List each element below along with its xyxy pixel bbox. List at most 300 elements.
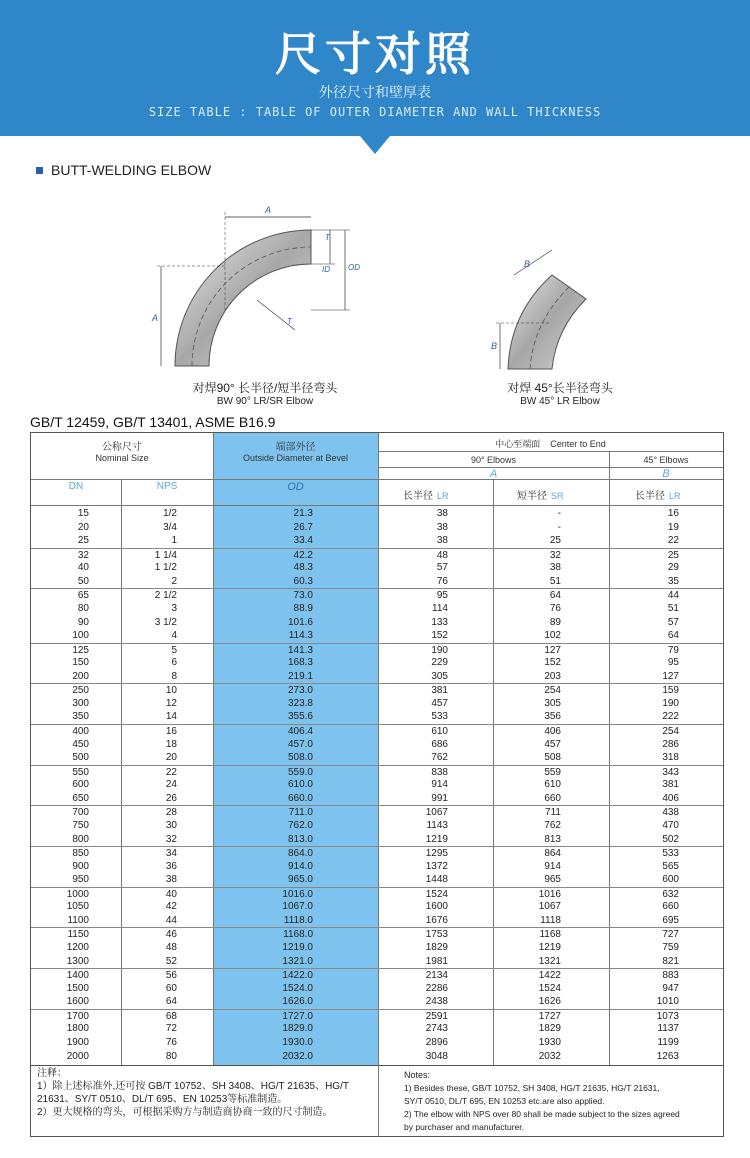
cell-lr: 610 <box>431 726 448 737</box>
cell-lr: 1067 <box>425 807 448 819</box>
cell-nps: 18 <box>165 738 177 750</box>
cell-dn: 850 <box>72 848 89 860</box>
cell-sr: 1829 <box>538 1023 561 1035</box>
cell-sr: - <box>557 521 561 533</box>
cell-od: 1524.0 <box>282 982 313 994</box>
cell-dn: 1800 <box>66 1023 89 1035</box>
cell-od: 101.6 <box>287 616 313 628</box>
cell-sr: 203 <box>544 670 561 682</box>
cell-od: 1168.0 <box>283 929 313 941</box>
cell-b45: 29 <box>667 562 679 574</box>
cell-dn: 950 <box>72 874 89 886</box>
cell-nps: 52 <box>165 955 177 967</box>
hdr-90-elbows: 90° Elbows <box>470 455 517 465</box>
cell-od: 1930.0 <box>282 1036 313 1048</box>
cell-lr: 76 <box>436 575 448 587</box>
cell-sr: 32 <box>549 549 561 561</box>
cell-b45: 727 <box>662 929 679 941</box>
cell-dn: 1000 <box>66 888 89 900</box>
table-row <box>31 575 723 589</box>
table-row <box>31 792 723 806</box>
cell-b45: 406 <box>662 792 679 804</box>
cell-dn: 65 <box>77 590 89 602</box>
cell-nps: 3 <box>171 602 177 614</box>
grid-line <box>31 505 723 506</box>
cell-lr: 57 <box>436 562 448 574</box>
cell-b45: 1010 <box>656 996 679 1008</box>
dim-label-b-side: B <box>491 341 498 351</box>
cell-nps: 14 <box>165 711 177 723</box>
cell-lr: 133 <box>431 616 448 628</box>
cell-lr: 991 <box>431 792 448 804</box>
table-row <box>31 955 723 969</box>
notes-en-1a: 1) Besides these, GB/T 10752, SH 3408, HG/T 21635, HG/T 21631, <box>404 1083 660 1093</box>
cell-b45: 51 <box>667 602 679 614</box>
cell-dn: 1150 <box>67 929 89 941</box>
cell-sr: 1727 <box>538 1010 561 1022</box>
cell-b45: 1137 <box>657 1023 679 1035</box>
cell-od: 1067.0 <box>282 901 313 913</box>
cell-sr: 1524 <box>538 982 561 994</box>
elbow-90-caption <box>150 381 380 409</box>
cell-nps: 6 <box>171 657 177 669</box>
cell-lr: 1600 <box>425 901 448 913</box>
cell-dn: 1600 <box>66 996 89 1008</box>
cell-b45: 95 <box>667 657 679 669</box>
table-row <box>31 738 723 752</box>
cell-od: 33.4 <box>293 535 313 547</box>
cell-lr: 38 <box>436 535 448 547</box>
cell-sr: 1321 <box>538 955 561 967</box>
cell-od: 864.0 <box>287 848 313 860</box>
cell-sr: 1930 <box>538 1036 561 1048</box>
cell-b45: 286 <box>662 738 679 750</box>
cell-nps: 1 1/2 <box>154 562 177 574</box>
cell-lr: 190 <box>431 644 448 656</box>
table-row <box>31 846 723 860</box>
cell-nps: 22 <box>165 766 177 778</box>
cell-dn: 1200 <box>66 942 89 953</box>
hdr-sr: SR <box>551 491 564 501</box>
cell-lr: 114 <box>432 602 448 614</box>
table-row <box>31 1050 723 1064</box>
hdr-a: A <box>489 468 498 480</box>
cell-dn: 2000 <box>66 1050 89 1062</box>
cell-b45: 600 <box>662 874 679 886</box>
table-row <box>31 561 723 575</box>
cell-dn: 50 <box>77 575 89 587</box>
cell-dn: 1500 <box>66 982 89 994</box>
cell-sr: 356 <box>544 711 561 723</box>
table-row <box>31 683 723 697</box>
hdr-dn: DN <box>68 481 84 492</box>
cell-sr: 38 <box>549 562 561 574</box>
table-row <box>31 724 723 738</box>
cell-sr: 914 <box>544 860 561 872</box>
table-row <box>31 887 723 901</box>
hdr-lr2-zh: 长半径 <box>635 491 665 502</box>
cell-dn: 600 <box>72 779 89 791</box>
cell-dn: 125 <box>72 644 89 656</box>
cell-nps: 12 <box>165 697 177 709</box>
cell-nps: 80 <box>165 1050 177 1062</box>
table-row <box>31 588 723 602</box>
cell-lr: 1753 <box>425 929 448 941</box>
cell-od: 762.0 <box>287 819 313 831</box>
cell-b45: 44 <box>667 590 679 602</box>
cell-dn: 80 <box>77 602 89 614</box>
cell-od: 457.0 <box>287 738 313 750</box>
cell-lr: 1448 <box>425 874 448 886</box>
square-bullet-icon <box>36 167 43 174</box>
cell-sr: 406 <box>544 726 561 737</box>
table-row <box>31 548 723 562</box>
cell-od: 813.0 <box>287 833 313 845</box>
cell-dn: 550 <box>72 766 89 778</box>
cell-nps: 56 <box>165 970 177 982</box>
cell-lr: 1524 <box>425 888 448 900</box>
cell-b45: 343 <box>662 766 679 778</box>
cell-od: 1219.0 <box>282 942 313 953</box>
cell-od: 711.0 <box>288 807 313 819</box>
cell-nps: 20 <box>165 752 177 764</box>
cell-b45: 565 <box>662 860 679 872</box>
table-row <box>31 670 723 684</box>
hdr-lr: LR <box>437 491 449 501</box>
table-row <box>31 751 723 765</box>
table-row <box>31 873 723 887</box>
cell-od: 1118.0 <box>283 914 313 926</box>
cell-dn: 900 <box>72 860 89 872</box>
cell-b45: 64 <box>667 630 679 642</box>
notes-en <box>404 1069 720 1134</box>
cell-nps: 64 <box>165 996 177 1008</box>
cell-b45: 821 <box>662 955 679 967</box>
cell-lr: 1219 <box>425 833 448 845</box>
cell-sr: 1168 <box>539 929 561 941</box>
cell-sr: 1067 <box>538 901 561 913</box>
cell-dn: 450 <box>72 738 89 750</box>
cell-sr: 305 <box>544 697 561 709</box>
cell-lr: 95 <box>436 590 448 602</box>
cell-od: 1829.0 <box>282 1023 313 1035</box>
cell-nps: 2 1/2 <box>154 590 177 602</box>
cell-od: 355.6 <box>287 711 313 723</box>
table-row <box>31 982 723 996</box>
cell-nps: 1/2 <box>163 508 177 519</box>
cell-nps: 16 <box>165 726 177 737</box>
cell-lr: 457 <box>431 697 448 709</box>
cell-od: 559.0 <box>287 766 313 778</box>
cell-sr: 965 <box>544 874 561 886</box>
table-row <box>31 507 723 521</box>
cell-od: 114.3 <box>288 630 313 642</box>
table-row <box>31 833 723 847</box>
cell-nps: 76 <box>165 1036 177 1048</box>
cell-sr: 508 <box>544 752 561 764</box>
cell-lr: 38 <box>436 508 448 519</box>
hdr-od-zh: 端部外径 <box>275 442 316 453</box>
cell-od: 48.3 <box>293 562 313 574</box>
cell-b45: 947 <box>662 982 679 994</box>
notes-zh-1b: 21631、SY/T 0510、DL/T 695、EN 10253等标准制造。 <box>37 1094 288 1105</box>
cell-b45: 1263 <box>656 1050 679 1062</box>
hdr-nominal-zh: 公称尺寸 <box>102 442 142 453</box>
cell-od: 1016.0 <box>282 888 313 900</box>
cell-dn: 100 <box>72 630 89 642</box>
dim-label-od: OD <box>348 263 360 272</box>
notes-zh-title: 注释： <box>37 1068 67 1079</box>
cell-b45: 470 <box>662 819 679 831</box>
cell-b45: 25 <box>667 549 679 561</box>
cell-sr: 610 <box>544 779 561 791</box>
cell-od: 323.8 <box>287 697 313 709</box>
table-row <box>31 914 723 928</box>
cell-sr: 1422 <box>538 970 561 982</box>
cell-nps: 36 <box>165 860 177 872</box>
cell-nps: 38 <box>165 874 177 886</box>
hdr-45-elbows: 45° Elbows <box>643 455 689 465</box>
cell-lr: 152 <box>431 630 448 642</box>
cell-nps: 28 <box>165 807 177 819</box>
cell-lr: 3048 <box>425 1050 448 1062</box>
cell-sr: 1016 <box>538 888 561 900</box>
cell-lr: 38 <box>436 521 448 533</box>
hdr-lr-zh: 长半径 <box>403 491 433 502</box>
cell-od: 508.0 <box>287 752 313 764</box>
cell-sr: 864 <box>544 848 561 860</box>
cell-od: 141.3 <box>287 644 313 656</box>
cell-b45: 1073 <box>656 1010 679 1022</box>
cell-b45: 883 <box>662 970 679 982</box>
cell-b45: 57 <box>667 616 679 628</box>
cell-nps: 46 <box>165 929 177 941</box>
cell-b45: 381 <box>662 779 679 791</box>
hdr-lr2: LR <box>669 491 681 501</box>
section-heading <box>36 162 211 178</box>
cell-b45: 159 <box>662 685 679 697</box>
cell-lr: 48 <box>436 549 448 561</box>
notes-en-title: Notes: <box>404 1070 431 1080</box>
cell-nps: 34 <box>165 848 177 860</box>
table-row <box>31 941 723 955</box>
elbow-90-caption-en: BW 90° LR/SR Elbow <box>216 396 314 407</box>
cell-dn: 32 <box>77 549 89 561</box>
cell-od: 1422.0 <box>282 970 313 982</box>
hdr-od: OD <box>287 481 304 493</box>
cell-b45: 22 <box>667 535 679 547</box>
dim-label-b-top: B <box>524 259 531 269</box>
table-row <box>31 819 723 833</box>
cell-b45: 222 <box>662 711 679 723</box>
cell-dn: 1300 <box>66 955 89 967</box>
cell-sr: 457 <box>544 738 561 750</box>
cell-nps: 44 <box>165 914 177 926</box>
cell-b45: 190 <box>662 697 679 709</box>
table-row <box>31 602 723 616</box>
cell-nps: 3/4 <box>163 521 177 533</box>
elbow-45-caption-zh: 对焊 45°长半径弯头 <box>507 381 613 395</box>
table-row <box>31 629 723 643</box>
hdr-sr-zh: 短半径 <box>517 491 547 502</box>
hdr-lr-cell <box>403 487 449 502</box>
cell-lr: 838 <box>431 766 448 778</box>
elbow-90-caption-zh: 对焊90° 长半径/短半径弯头 <box>192 381 338 395</box>
cell-dn: 800 <box>72 833 89 845</box>
cell-sr: 660 <box>544 792 561 804</box>
cell-lr: 762 <box>431 752 448 764</box>
cell-dn: 1050 <box>66 901 89 913</box>
cell-dn: 200 <box>72 670 89 682</box>
cell-od: 406.4 <box>287 726 313 737</box>
cell-sr: 813 <box>544 833 561 845</box>
cell-lr: 2438 <box>425 996 448 1008</box>
table-row <box>31 1009 723 1023</box>
cell-b45: 502 <box>662 833 679 845</box>
cell-sr: 102 <box>544 630 561 642</box>
notes-zh-2: 2）更大规格的弯头，可根据采购方与制造商协商一致的尺寸制造。 <box>37 1107 333 1118</box>
cell-nps: 3 1/2 <box>154 616 177 628</box>
cell-nps: 5 <box>171 644 177 656</box>
cell-dn: 90 <box>77 616 89 628</box>
table-row <box>31 995 723 1009</box>
cell-sr: 25 <box>549 535 561 547</box>
hdr-nps: NPS <box>156 481 178 492</box>
cell-od: 1626.0 <box>282 996 313 1008</box>
size-table <box>30 432 724 1137</box>
notes-zh-1a: 1）除上述标准外,还可按 GB/T 10752、SH 3408、HG/T 21635、HG/T <box>37 1081 349 1092</box>
cell-nps: 26 <box>165 792 177 804</box>
elbow-45-diagram <box>490 245 630 375</box>
cell-b45: 79 <box>667 644 679 656</box>
cell-b45: 438 <box>662 807 679 819</box>
hdr-center-zh: 中心至端面 <box>495 439 541 449</box>
dim-label-a-top: A <box>265 205 272 215</box>
grid-line <box>378 1065 379 1137</box>
cell-od: 273.0 <box>287 685 313 697</box>
page-subtitle: 外径尺寸和壁厚表 <box>319 85 431 101</box>
cell-b45: 35 <box>667 575 679 587</box>
cell-nps: 8 <box>171 670 177 682</box>
cell-od: 660.0 <box>287 792 313 804</box>
dim-label-a-side: A <box>152 313 159 323</box>
cell-dn: 650 <box>72 792 89 804</box>
table-row <box>31 968 723 982</box>
table-row <box>31 710 723 724</box>
header-banner <box>0 0 750 136</box>
cell-b45: 1199 <box>657 1036 679 1048</box>
table-row <box>31 697 723 711</box>
cell-sr: 152 <box>544 657 561 669</box>
table-row <box>31 534 723 548</box>
table-row <box>31 805 723 819</box>
cell-b45: 632 <box>662 888 679 900</box>
cell-lr: 2134 <box>425 970 448 982</box>
cell-lr: 381 <box>431 685 448 697</box>
notes-en-1b: SY/T 0510, DL/T 695, EN 10253 etc.are also applied. <box>404 1096 605 1106</box>
cell-od: 219.1 <box>287 670 313 682</box>
cell-nps: 30 <box>165 819 177 831</box>
cell-b45: 16 <box>667 508 679 519</box>
cell-sr: 127 <box>544 644 561 656</box>
cell-b45: 127 <box>662 670 679 682</box>
table-row <box>31 521 723 535</box>
cell-sr: 2032 <box>538 1050 561 1062</box>
cell-lr: 1981 <box>425 955 448 967</box>
cell-lr: 305 <box>431 670 448 682</box>
cell-dn: 25 <box>77 535 89 547</box>
cell-dn: 40 <box>77 562 89 574</box>
cell-lr: 1143 <box>426 819 448 831</box>
cell-od: 88.9 <box>293 602 313 614</box>
table-row <box>31 643 723 657</box>
cell-dn: 20 <box>77 521 89 533</box>
cell-lr: 1295 <box>425 848 448 860</box>
cell-b45: 318 <box>662 752 679 764</box>
cell-nps: 2 <box>171 575 177 587</box>
cell-lr: 533 <box>431 711 448 723</box>
cell-nps: 40 <box>165 888 177 900</box>
cell-b45: 759 <box>662 942 679 953</box>
hdr-sr-cell <box>517 487 564 502</box>
cell-lr: 2896 <box>425 1036 448 1048</box>
cell-dn: 700 <box>72 807 89 819</box>
table-row <box>31 616 723 630</box>
cell-od: 2032.0 <box>282 1050 313 1062</box>
cell-nps: 4 <box>171 630 177 642</box>
grid-line <box>31 1065 723 1066</box>
hdr-od-en: Outside Diameter at Bevel <box>242 453 349 463</box>
elbow-90-diagram <box>145 200 375 380</box>
hdr-center-en: Center to End <box>550 439 606 449</box>
cell-od: 26.7 <box>293 521 313 533</box>
notes-en-2b: by purchaser and manufacturer. <box>404 1122 525 1132</box>
hdr-b: B <box>662 468 670 480</box>
cell-od: 168.3 <box>287 657 313 669</box>
cell-dn: 1100 <box>67 914 89 926</box>
table-row <box>31 900 723 914</box>
cell-lr: 914 <box>431 779 448 791</box>
cell-sr: 1626 <box>538 996 561 1008</box>
cell-lr: 2743 <box>425 1023 448 1035</box>
cell-lr: 2591 <box>425 1010 448 1022</box>
cell-nps: 48 <box>165 942 177 953</box>
cell-sr: - <box>557 508 561 519</box>
cell-dn: 15 <box>77 508 89 519</box>
table-row <box>31 778 723 792</box>
cell-b45: 695 <box>662 914 679 926</box>
cell-od: 73.0 <box>293 590 313 602</box>
cell-lr: 2286 <box>425 982 448 994</box>
cell-dn: 150 <box>72 657 89 669</box>
table-row <box>31 860 723 874</box>
cell-od: 610.0 <box>287 779 313 791</box>
page-title: 尺寸对照 <box>275 27 475 81</box>
cell-od: 914.0 <box>287 860 313 872</box>
cell-sr: 711 <box>545 807 561 819</box>
cell-sr: 1118 <box>540 914 561 926</box>
table-row <box>31 1036 723 1050</box>
cell-dn: 1900 <box>66 1036 89 1048</box>
cell-dn: 300 <box>72 697 89 709</box>
cell-lr: 1372 <box>425 860 448 872</box>
cell-nps: 10 <box>165 685 177 697</box>
hdr-lr2-cell <box>635 487 681 502</box>
cell-dn: 250 <box>72 685 89 697</box>
cell-lr: 686 <box>431 738 448 750</box>
dim-label-id: ID <box>322 265 330 274</box>
cell-dn: 1400 <box>66 970 89 982</box>
